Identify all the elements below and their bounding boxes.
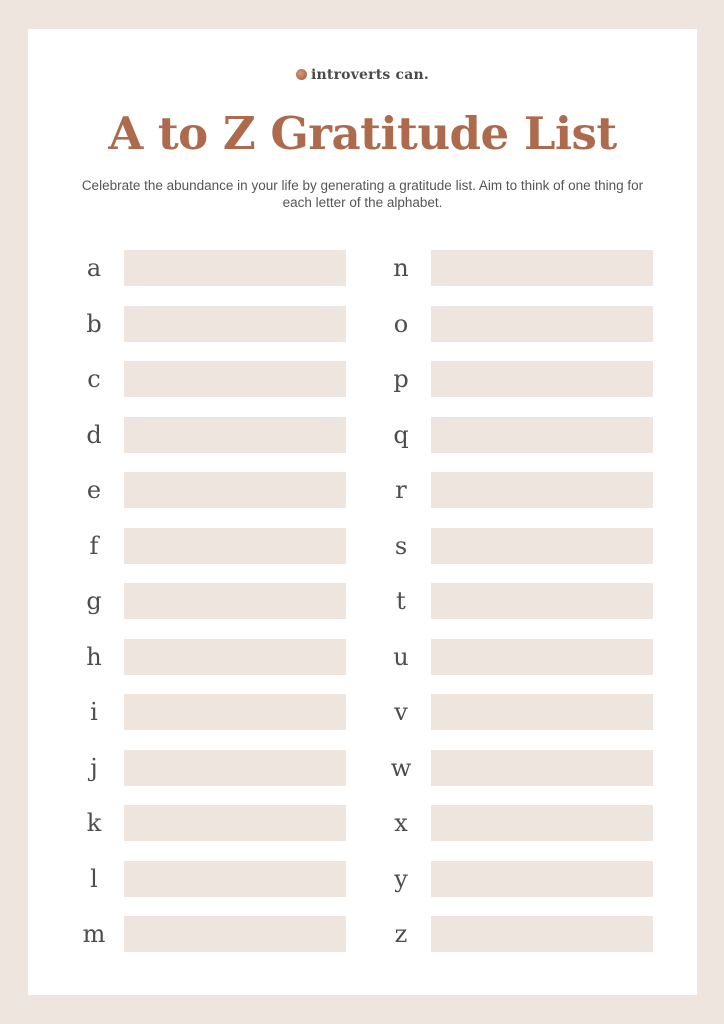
gratitude-entry-field[interactable] (431, 916, 653, 952)
letter-label: x (394, 809, 408, 837)
gratitude-entry-field[interactable] (124, 583, 346, 619)
gratitude-entry-field[interactable] (124, 417, 346, 453)
letter-label: d (86, 420, 102, 449)
gratitude-entry-field[interactable] (431, 750, 653, 786)
brand-header (28, 67, 697, 83)
letter-label: s (394, 531, 408, 560)
gratitude-entry-field[interactable] (124, 639, 346, 675)
letter-label: g (86, 587, 102, 615)
letter-label: u (393, 642, 409, 671)
gratitude-entry-field[interactable] (431, 639, 653, 675)
letter-label: f (89, 531, 99, 560)
brand-name: introverts can. (311, 67, 429, 83)
gratitude-entry-field[interactable] (431, 861, 653, 897)
gratitude-entry-field[interactable] (124, 250, 346, 286)
gratitude-entry-field[interactable] (124, 861, 346, 897)
letter-label: o (393, 309, 409, 338)
letter-label: h (86, 642, 102, 671)
letter-label: p (393, 365, 409, 393)
gratitude-entry-field[interactable] (431, 805, 653, 841)
page-subtitle: Celebrate the abundance in your life by generating a gratitude list. Aim to think of one thing for each letter of the alphabet. (81, 178, 644, 210)
letter-label: q (393, 420, 409, 449)
letter-label: l (90, 864, 98, 893)
letter-label: y (394, 864, 408, 893)
gratitude-entry-field[interactable] (431, 306, 653, 342)
gratitude-entry-field[interactable] (124, 306, 346, 342)
letter-label: m (82, 920, 106, 948)
letter-label: z (394, 920, 408, 948)
letter-label: t (396, 587, 406, 615)
yarn-ball-icon (296, 69, 307, 80)
letter-label: n (393, 254, 409, 282)
letter-label: k (86, 809, 102, 837)
gratitude-entry-field[interactable] (431, 361, 653, 397)
worksheet-page (28, 29, 697, 995)
gratitude-entry-field[interactable] (431, 583, 653, 619)
letter-label: i (90, 698, 98, 726)
page-title: A to Z Gratitude List (108, 107, 617, 160)
gratitude-entry-field[interactable] (124, 916, 346, 952)
gratitude-entry-field[interactable] (431, 472, 653, 508)
gratitude-entry-field[interactable] (124, 750, 346, 786)
letter-label: v (394, 698, 408, 726)
gratitude-entry-field[interactable] (431, 694, 653, 730)
gratitude-entry-field[interactable] (124, 694, 346, 730)
gratitude-entry-field[interactable] (431, 528, 653, 564)
gratitude-entry-field[interactable] (124, 805, 346, 841)
letter-label: r (395, 476, 407, 504)
gratitude-entry-field[interactable] (431, 417, 653, 453)
gratitude-entry-field[interactable] (124, 472, 346, 508)
letter-label: w (390, 753, 412, 782)
gratitude-entry-field[interactable] (124, 528, 346, 564)
letter-label: e (86, 476, 102, 504)
gratitude-entry-field[interactable] (431, 250, 653, 286)
letter-label: c (87, 365, 101, 393)
letter-label: a (86, 254, 102, 282)
gratitude-entry-field[interactable] (124, 361, 346, 397)
letter-label: b (86, 309, 102, 338)
letter-label: j (90, 753, 98, 782)
